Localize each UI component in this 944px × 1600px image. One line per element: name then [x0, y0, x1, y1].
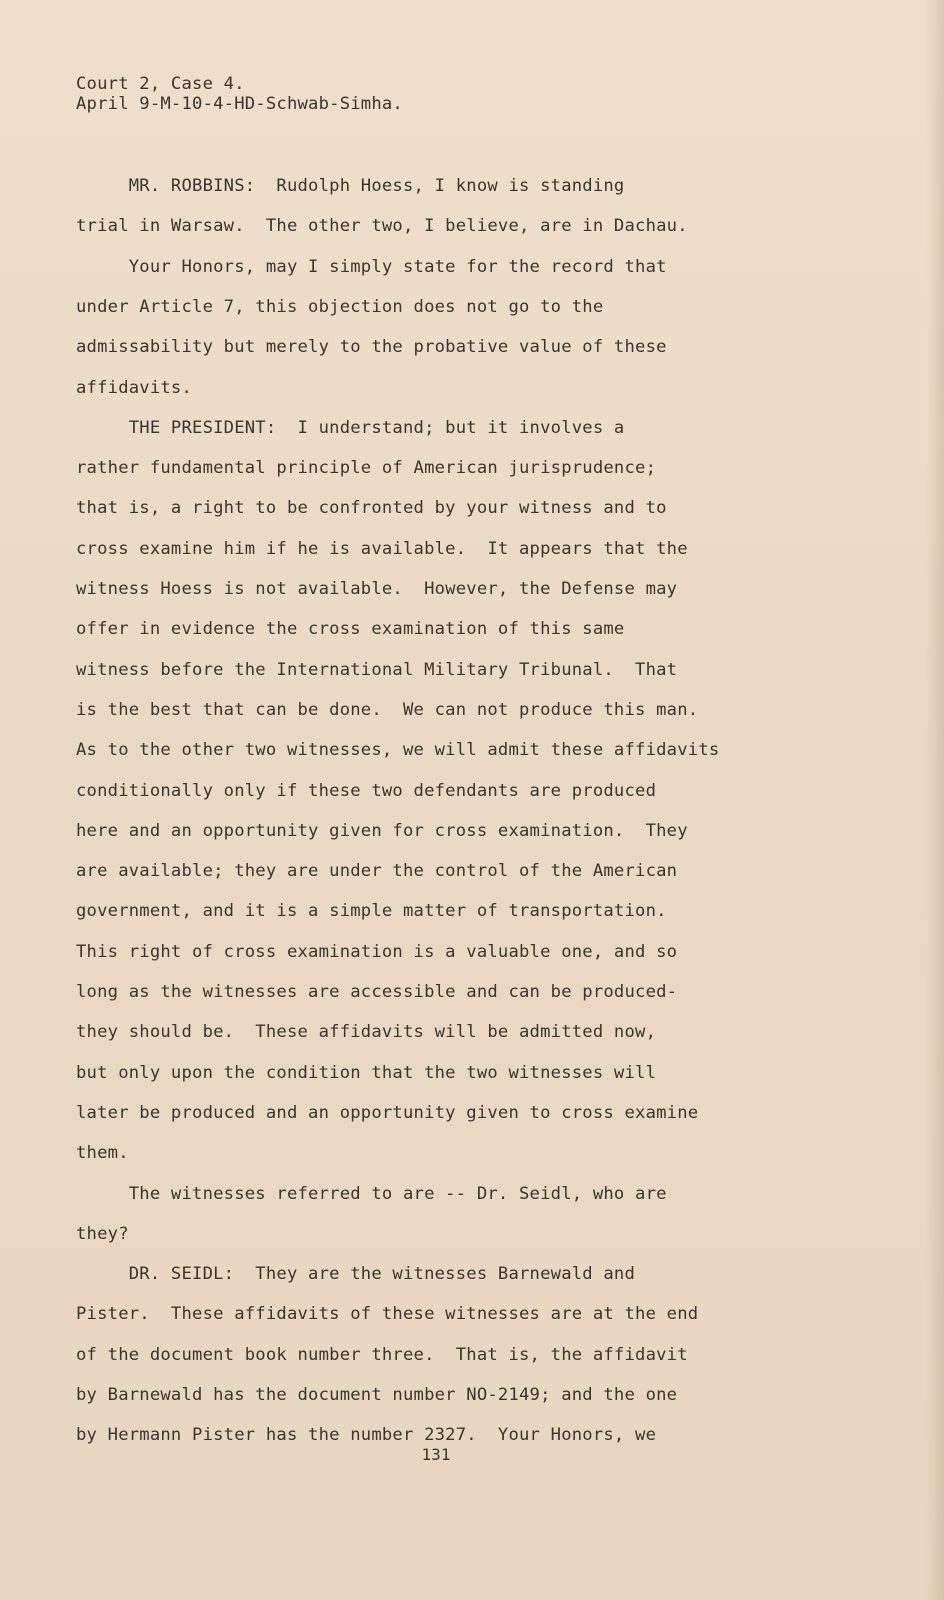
transcript-line: long as the witnesses are accessible and can be produced-: [76, 982, 678, 1002]
transcript-line: MR. ROBBINS: Rudolph Hoess, I know is standing: [76, 176, 625, 196]
transcript-line: is the best that can be done. We can not produce this man.: [76, 699, 699, 720]
transcript-line: DR. SEIDL: They are the witnesses Barnewald and: [76, 1264, 636, 1285]
transcript-line: offer in evidence the cross examination of this same: [76, 619, 625, 640]
transcript-line: THE PRESIDENT: I understand; but it involves a: [76, 417, 625, 438]
page-edge-shadow: [926, 0, 944, 1600]
transcript-line: This right of cross examination is a valuable one, and so: [76, 941, 678, 962]
transcript-line: they?: [76, 1223, 129, 1244]
transcript-line: witness Hoess is not available. However, the Defense may: [76, 579, 678, 599]
transcript-line: As to the other two witnesses, we will admit these affidavits: [76, 740, 720, 761]
header-court-case: Court 2, Case 4.: [76, 74, 245, 94]
transcript-line: but only upon the condition that the two witnesses will: [76, 1062, 657, 1083]
transcript-line: trial in Warsaw. The other two, I believe, are in Dachau.: [76, 216, 688, 237]
page-number: 131: [421, 1445, 451, 1464]
transcript-line: admissability but merely to the probative value of these: [76, 337, 667, 358]
transcript-line: them.: [76, 1143, 129, 1164]
transcript-line: here and an opportunity given for cross examination. They: [76, 820, 688, 841]
transcript-line: they should be. These affidavits will be admitted now,: [76, 1022, 657, 1043]
transcript-line: conditionally only if these two defendants are produced: [76, 780, 657, 801]
transcript-line: Pister. These affidavits of these witnesses are at the end: [76, 1304, 699, 1325]
transcript-line: government, and it is a simple matter of transportation.: [76, 901, 667, 922]
transcript-line: that is, a right to be confronted by your witness and to: [76, 498, 667, 519]
transcript-line: under Article 7, this objection does not go to the: [76, 296, 604, 317]
header-session-id: April 9-M-10-4-HD-Schwab-Simha.: [76, 94, 403, 114]
transcript-line: The witnesses referred to are -- Dr. Seidl, who are: [76, 1183, 667, 1204]
transcript-line: rather fundamental principle of American jurisprudence;: [76, 458, 657, 479]
transcript-line: later be produced and an opportunity given to cross examine: [76, 1102, 699, 1123]
transcript-line: witness before the International Military Tribunal. That: [76, 659, 678, 680]
transcript-line: of the document book number three. That is, the affidavit: [76, 1344, 688, 1365]
transcript-line: affidavits.: [76, 377, 193, 398]
transcript-line: by Barnewald has the document number NO-2149; and the one: [76, 1385, 678, 1405]
transcript-line: by Hermann Pister has the number 2327. Your Honors, we: [76, 1425, 657, 1446]
transcript-line: Your Honors, may I simply state for the record that: [76, 256, 667, 277]
transcript-line: are available; they are under the control of the American: [76, 861, 678, 882]
transcript-line: cross examine him if he is available. It appears that the: [76, 538, 688, 559]
